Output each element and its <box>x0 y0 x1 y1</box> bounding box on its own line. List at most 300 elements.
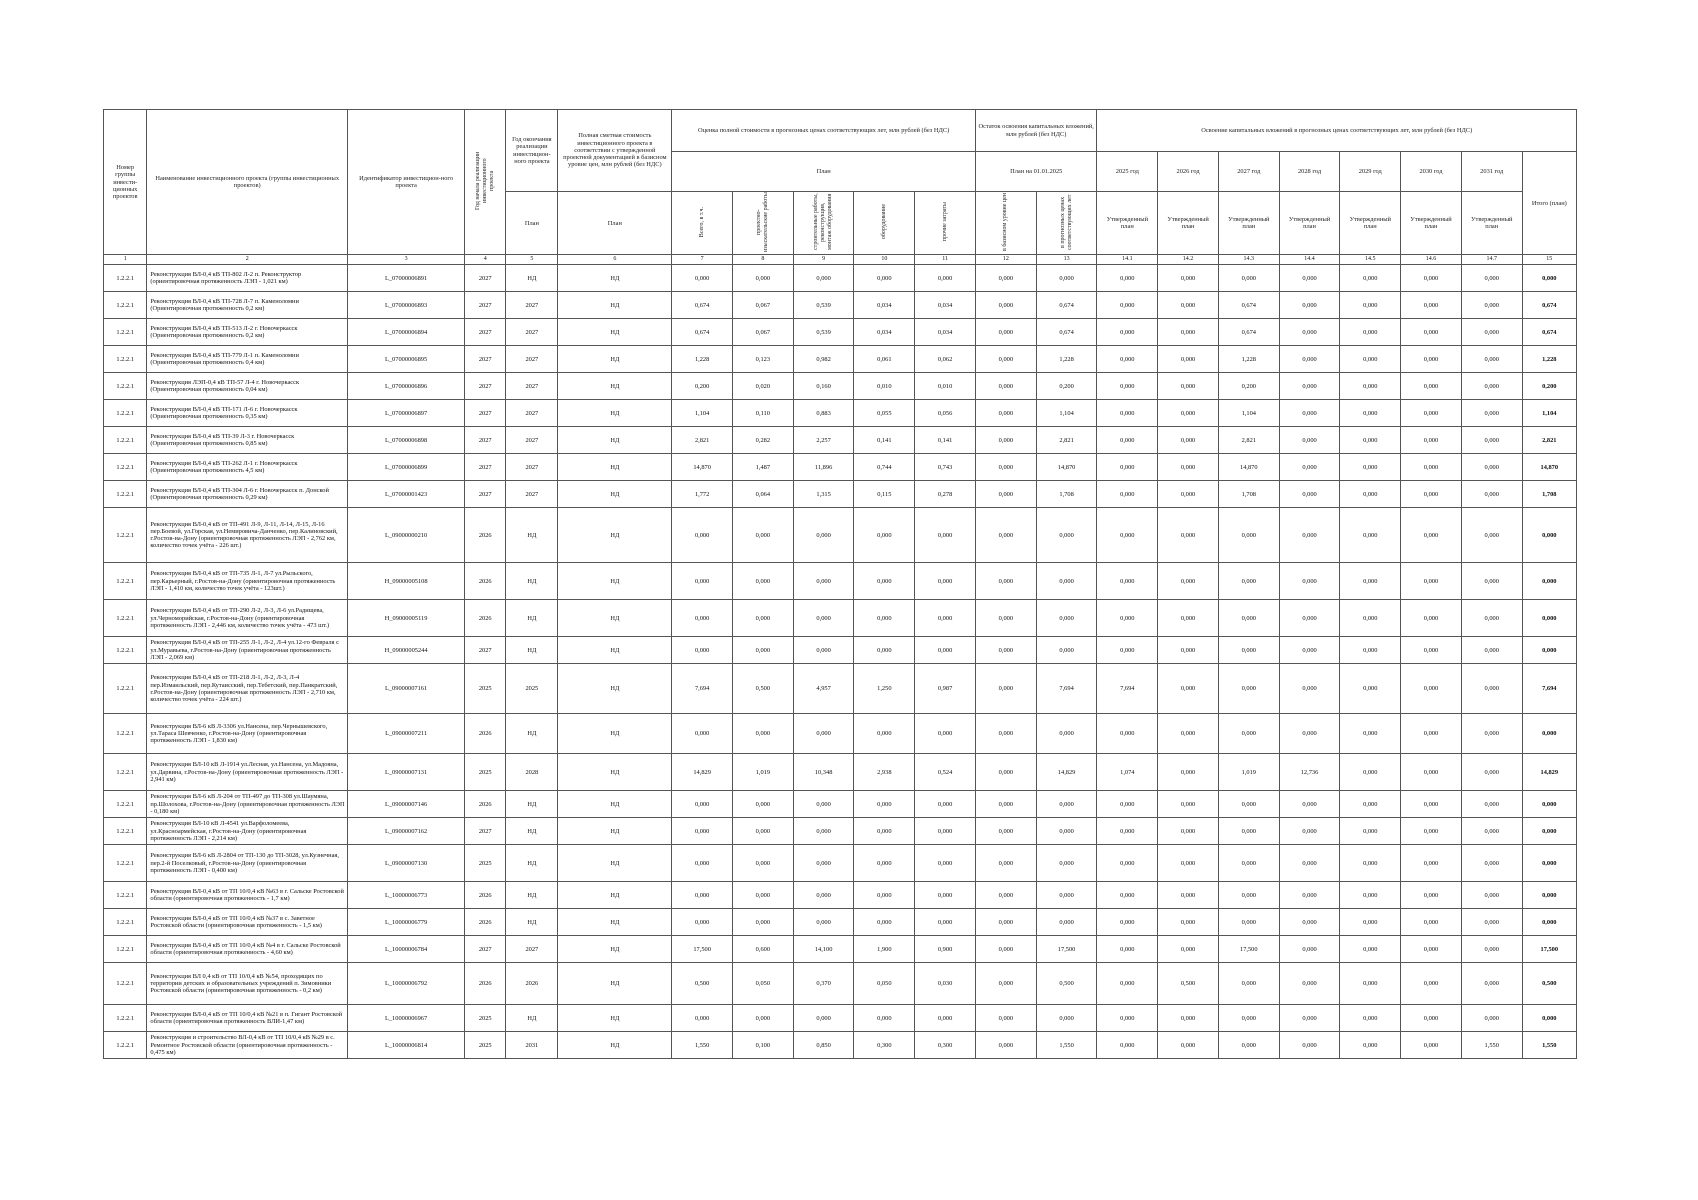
table-cell: 0,064 <box>733 481 794 508</box>
table-cell: 2028 <box>506 754 558 791</box>
table-cell: 0,000 <box>1279 818 1340 845</box>
table-cell: 2027 <box>465 319 506 346</box>
table-cell: 0,000 <box>915 1005 976 1032</box>
project-id-cell: L_07000006896 <box>348 373 465 400</box>
table-cell: 0,674 <box>1218 292 1279 319</box>
header-approved-2030: Утвержденный план <box>1401 192 1462 255</box>
table-cell: 0,600 <box>733 936 794 963</box>
table-cell: 0,500 <box>1158 963 1219 1005</box>
table-cell: 0,000 <box>1461 845 1522 882</box>
table-cell: 2025 <box>465 845 506 882</box>
table-cell: 0,000 <box>1279 481 1340 508</box>
project-name-cell: Реконструкция ВЛ-0,4 кВ от ТП 10/0,4 кВ №37 в с. Заветное Ростовской области (ориентировочная протяженность - 1,5 км) <box>147 909 348 936</box>
total-plan-cell: 0,000 <box>1522 845 1576 882</box>
table-cell: 0,000 <box>1036 791 1097 818</box>
table-cell: 0,000 <box>1401 845 1462 882</box>
table-cell: 0,000 <box>1401 346 1462 373</box>
table-cell: 11,896 <box>793 454 854 481</box>
project-name-cell: Реконструкция ВЛ-0,4 кВ от ТП 10/0,4 кВ №21 в п. Гигант Ростовской области (ориентировочная протяженность ВЛИ-1,47 км) <box>147 1005 348 1032</box>
group-number-cell: 1.2.2.1 <box>104 563 147 600</box>
table-cell: 0,000 <box>1097 818 1158 845</box>
table-cell: 0,000 <box>1461 265 1522 292</box>
table-cell: 0,000 <box>975 481 1036 508</box>
table-row <box>104 963 1577 1005</box>
table-cell: 0,000 <box>793 791 854 818</box>
table-cell: НД <box>558 454 672 481</box>
table-cell: 1,228 <box>1036 346 1097 373</box>
table-cell: 0,000 <box>1340 600 1401 637</box>
table-row <box>104 454 1577 481</box>
table-cell: 0,000 <box>1461 454 1522 481</box>
table-cell: 0,000 <box>1158 1032 1219 1059</box>
table-cell: 0,000 <box>672 600 733 637</box>
project-id-cell: L_09000007130 <box>348 845 465 882</box>
total-plan-cell: 0,000 <box>1522 882 1576 909</box>
table-cell: 0,000 <box>672 1005 733 1032</box>
table-cell: 2,938 <box>854 754 915 791</box>
table-cell: 1,900 <box>854 936 915 963</box>
group-number-cell: 1.2.2.1 <box>104 664 147 714</box>
table-cell: 14,829 <box>672 754 733 791</box>
table-cell: 0,000 <box>1279 454 1340 481</box>
header-year-2030: 2030 год <box>1401 152 1462 192</box>
table-cell: 0,000 <box>1401 481 1462 508</box>
table-cell: 0,000 <box>975 714 1036 754</box>
table-cell: 1,019 <box>1218 754 1279 791</box>
table-cell: 0,000 <box>1218 714 1279 754</box>
table-cell: 0,000 <box>1461 292 1522 319</box>
table-cell: 2026 <box>465 508 506 563</box>
column-number: 14.1 <box>1097 255 1158 265</box>
table-cell: 0,000 <box>1279 909 1340 936</box>
table-cell: НД <box>506 909 558 936</box>
project-id-cell: L_07000006899 <box>348 454 465 481</box>
table-cell: 0,034 <box>915 319 976 346</box>
table-cell: 0,141 <box>915 427 976 454</box>
table-cell: 0,067 <box>733 292 794 319</box>
table-cell: 0,000 <box>733 600 794 637</box>
table-cell: 0,000 <box>915 265 976 292</box>
header-year-2027: 2027 год <box>1218 152 1279 192</box>
header-total-plan: Итого (план) <box>1522 152 1576 255</box>
table-cell: 0,000 <box>1158 292 1219 319</box>
group-number-cell: 1.2.2.1 <box>104 454 147 481</box>
table-cell: 0,000 <box>975 373 1036 400</box>
table-cell: 2027 <box>465 454 506 481</box>
table-row <box>104 754 1577 791</box>
table-cell: 0,200 <box>1036 373 1097 400</box>
table-cell: 0,000 <box>1461 936 1522 963</box>
table-cell: 0,900 <box>915 936 976 963</box>
table-cell: 0,123 <box>733 346 794 373</box>
table-cell: 0,000 <box>1097 481 1158 508</box>
table-cell: 2025 <box>465 1032 506 1059</box>
table-cell: 0,000 <box>1036 563 1097 600</box>
table-cell: 2025 <box>465 664 506 714</box>
table-cell: 1,487 <box>733 454 794 481</box>
table-cell: 10,348 <box>793 754 854 791</box>
table-row <box>104 292 1577 319</box>
project-id-cell: L_09000007211 <box>348 714 465 754</box>
project-name-cell: Реконструкция ВЛ-0,4 кВ ТП-728 Л-7 п. Каменоломни (Ориентировочная протяженность 0,2 км) <box>147 292 348 319</box>
table-cell: 0,000 <box>1097 1032 1158 1059</box>
table-cell: 0,000 <box>1097 791 1158 818</box>
table-cell: 2026 <box>465 600 506 637</box>
table-cell: 2027 <box>506 454 558 481</box>
table-cell: 0,000 <box>1218 563 1279 600</box>
table-cell: НД <box>558 319 672 346</box>
table-cell: 2,257 <box>793 427 854 454</box>
table-cell: 0,000 <box>1461 818 1522 845</box>
table-cell: 0,000 <box>975 754 1036 791</box>
table-cell: 2027 <box>506 319 558 346</box>
table-row <box>104 481 1577 508</box>
total-plan-cell: 17,500 <box>1522 936 1576 963</box>
table-cell: 0,000 <box>1401 909 1462 936</box>
column-number: 2 <box>147 255 348 265</box>
table-cell: 0,000 <box>793 637 854 664</box>
table-cell: 0,674 <box>672 319 733 346</box>
header-year-2026: 2026 год <box>1158 152 1219 192</box>
table-cell: 0,000 <box>1401 400 1462 427</box>
table-cell: 0,000 <box>975 346 1036 373</box>
table-cell: 14,829 <box>1036 754 1097 791</box>
table-cell: 0,000 <box>1340 714 1401 754</box>
table-cell: 17,500 <box>672 936 733 963</box>
column-number: 14.4 <box>1279 255 1340 265</box>
table-cell: НД <box>558 427 672 454</box>
table-cell: НД <box>558 373 672 400</box>
table-cell: 0,000 <box>1279 714 1340 754</box>
project-name-cell: Реконструкция ВЛ-6 кВ Л-204 от ТП-497 до ТП-308 ул.Шаумяна, пр.Шолохова, г.Ростов-на-Дону (ориентировочная протяженность ЛЭП - 0,180 км) <box>147 791 348 818</box>
project-name-cell: Реконструкция ВЛ-0,4 кВ ТП-304 Л-6 г. Новочеркасск п. Донской (Ориентировочная протяженность 0,29 км) <box>147 481 348 508</box>
table-cell: 0,000 <box>1097 454 1158 481</box>
table-cell: 0,000 <box>1401 714 1462 754</box>
header-equipment: оборудование <box>854 192 915 255</box>
table-cell: 2027 <box>506 373 558 400</box>
table-cell: 0,000 <box>1218 265 1279 292</box>
table-cell: 0,000 <box>975 1005 1036 1032</box>
table-cell: 14,870 <box>1036 454 1097 481</box>
table-cell: 0,000 <box>975 563 1036 600</box>
table-cell: 0,000 <box>915 882 976 909</box>
table-cell: 2031 <box>506 1032 558 1059</box>
table-cell: 1,104 <box>1036 400 1097 427</box>
table-cell: 0,000 <box>1461 481 1522 508</box>
project-id-cell: H_09000005108 <box>348 563 465 600</box>
table-cell: 0,000 <box>1097 346 1158 373</box>
table-cell: 0,062 <box>915 346 976 373</box>
table-row <box>104 791 1577 818</box>
table-cell: 0,000 <box>854 1005 915 1032</box>
table-row <box>104 563 1577 600</box>
project-id-cell: L_07000006895 <box>348 346 465 373</box>
total-plan-cell: 2,821 <box>1522 427 1576 454</box>
group-number-cell: 1.2.2.1 <box>104 508 147 563</box>
table-cell: 0,000 <box>1158 600 1219 637</box>
group-number-cell: 1.2.2.1 <box>104 909 147 936</box>
table-cell: 0,000 <box>1461 963 1522 1005</box>
header-year-2028: 2028 год <box>1279 152 1340 192</box>
project-id-cell: L_09000007131 <box>348 754 465 791</box>
table-cell: 0,000 <box>1158 454 1219 481</box>
project-name-cell: Реконструкция ВЛ-0,4 кВ ТП-39 Л-3 г. Новочеркасск (Ориентировочная протяженность 0,85 км) <box>147 427 348 454</box>
table-cell: 0,744 <box>854 454 915 481</box>
table-cell: НД <box>558 1005 672 1032</box>
table-cell: 12,736 <box>1279 754 1340 791</box>
table-cell: 0,000 <box>1158 637 1219 664</box>
table-cell: 0,100 <box>733 1032 794 1059</box>
table-cell: 0,000 <box>975 319 1036 346</box>
table-cell: 0,000 <box>793 1005 854 1032</box>
table-cell: 0,000 <box>975 508 1036 563</box>
table-cell: 0,000 <box>1461 754 1522 791</box>
table-cell: 0,056 <box>915 400 976 427</box>
table-cell: 0,000 <box>1097 373 1158 400</box>
table-cell: 0,000 <box>1279 373 1340 400</box>
table-cell: 1,250 <box>854 664 915 714</box>
table-cell: 0,000 <box>733 637 794 664</box>
table-cell: 2025 <box>506 664 558 714</box>
table-cell: 0,000 <box>915 818 976 845</box>
table-cell: 0,000 <box>1218 508 1279 563</box>
table-cell: 1,708 <box>1036 481 1097 508</box>
header-project-name: Наименование инвестиционного проекта (группы инвестиционных проектов) <box>147 110 348 255</box>
table-cell: 0,000 <box>733 791 794 818</box>
table-cell: 0,500 <box>672 963 733 1005</box>
table-cell: 0,000 <box>672 791 733 818</box>
table-cell: 0,000 <box>1340 319 1401 346</box>
total-plan-cell: 0,000 <box>1522 637 1576 664</box>
group-number-cell: 1.2.2.1 <box>104 427 147 454</box>
table-cell: 0,000 <box>1340 427 1401 454</box>
total-plan-cell: 7,694 <box>1522 664 1576 714</box>
table-cell: 0,674 <box>1218 319 1279 346</box>
table-cell: 0,050 <box>733 963 794 1005</box>
total-plan-cell: 1,104 <box>1522 400 1576 427</box>
project-id-cell: L_07000006898 <box>348 427 465 454</box>
group-number-cell: 1.2.2.1 <box>104 319 147 346</box>
total-plan-cell: 14,829 <box>1522 754 1576 791</box>
table-cell: 0,000 <box>1097 909 1158 936</box>
table-cell: 0,000 <box>1097 845 1158 882</box>
header-full-cost-group: Оценка полной стоимости в прогнозных ценах соответствующих лет, млн рублей (без НДС) <box>672 110 976 152</box>
table-cell: 0,000 <box>1340 292 1401 319</box>
table-cell: 0,030 <box>915 963 976 1005</box>
project-id-cell: H_09000005119 <box>348 600 465 637</box>
header-base-prices: в базисном уровне цен <box>975 192 1036 255</box>
table-cell: 0,000 <box>854 791 915 818</box>
table-cell: 0,000 <box>1401 319 1462 346</box>
column-number: 4 <box>465 255 506 265</box>
column-number: 10 <box>854 255 915 265</box>
total-plan-cell: 0,000 <box>1522 714 1576 754</box>
group-number-cell: 1.2.2.1 <box>104 346 147 373</box>
table-cell: 0,000 <box>793 845 854 882</box>
table-cell: 0,200 <box>672 373 733 400</box>
group-number-cell: 1.2.2.1 <box>104 882 147 909</box>
table-cell: 0,000 <box>1340 791 1401 818</box>
table-cell: 0,000 <box>733 1005 794 1032</box>
group-number-cell: 1.2.2.1 <box>104 1032 147 1059</box>
table-cell: 0,034 <box>854 319 915 346</box>
total-plan-cell: 0,200 <box>1522 373 1576 400</box>
table-row <box>104 346 1577 373</box>
table-cell: 0,000 <box>975 664 1036 714</box>
table-cell: 0,000 <box>1097 936 1158 963</box>
table-cell: 0,000 <box>1340 373 1401 400</box>
project-id-cell: L_09000007161 <box>348 664 465 714</box>
table-cell: 0,000 <box>1279 1032 1340 1059</box>
table-cell: 0,000 <box>1340 963 1401 1005</box>
table-cell: 17,500 <box>1036 936 1097 963</box>
table-cell: 0,000 <box>854 909 915 936</box>
table-cell: 0,000 <box>1279 600 1340 637</box>
table-cell: 0,539 <box>793 319 854 346</box>
header-group-number: Номер группы инвести-ционных проектов <box>104 110 147 255</box>
table-body <box>104 265 1577 1059</box>
table-cell: 0,000 <box>854 882 915 909</box>
table-cell: 0,000 <box>1461 600 1522 637</box>
table-cell: 1,550 <box>1461 1032 1522 1059</box>
table-cell: 2027 <box>465 373 506 400</box>
group-number-cell: 1.2.2.1 <box>104 714 147 754</box>
table-cell: 0,000 <box>1401 818 1462 845</box>
project-name-cell: Реконструкция ВЛ-0,4 кВ от ТП-290 Л-2, Л-3, Л-6 ул.Радищева, ул.Черноморийская, г.Ростов-на-Дону (ориентировочная протяженность ЛЭП - 2,446 км, количество точек учёта - 473 шт.) <box>147 600 348 637</box>
header-estimate-cost: Полная сметная стоимость инвестиционного проекта в соответствии с утвержденной проектной документацией в базисном уровне цен, млн рублей (без НДС) <box>558 110 672 192</box>
column-number: 9 <box>793 255 854 265</box>
table-row <box>104 319 1577 346</box>
table-cell: 0,000 <box>733 714 794 754</box>
header-end-year-plan: План <box>506 192 558 255</box>
column-number: 8 <box>733 255 794 265</box>
table-cell: 0,674 <box>1036 292 1097 319</box>
table-cell: 1,019 <box>733 754 794 791</box>
table-cell: 0,000 <box>1279 427 1340 454</box>
table-cell: 1,074 <box>1097 754 1158 791</box>
total-plan-cell: 0,000 <box>1522 600 1576 637</box>
column-number: 3 <box>348 255 465 265</box>
table-cell: 0,000 <box>975 818 1036 845</box>
table-cell: 0,000 <box>1218 1005 1279 1032</box>
table-cell: 0,000 <box>975 600 1036 637</box>
project-id-cell: L_10000006779 <box>348 909 465 936</box>
total-plan-cell: 1,550 <box>1522 1032 1576 1059</box>
header-start-year: Год начала реализации инвестиционного проекта <box>465 110 506 255</box>
table-cell: 0,674 <box>672 292 733 319</box>
table-cell: 0,000 <box>1097 637 1158 664</box>
table-cell: 14,100 <box>793 936 854 963</box>
table-cell: 17,500 <box>1218 936 1279 963</box>
header-year-2031: 2031 год <box>1461 152 1522 192</box>
table-cell: 2027 <box>465 292 506 319</box>
project-name-cell: Реконструкция ВЛ-0,4 кВ ТП-171 Л-6 г. Новочеркасск (Ориентировочная протяженность 0,35 км) <box>147 400 348 427</box>
group-number-cell: 1.2.2.1 <box>104 818 147 845</box>
table-cell: 1,550 <box>1036 1032 1097 1059</box>
table-cell: 0,000 <box>1401 1032 1462 1059</box>
table-cell: 2027 <box>465 265 506 292</box>
header-forecast-prices: в прогнозных ценах соответствующих лет <box>1036 192 1097 255</box>
table-cell: 0,000 <box>1158 481 1219 508</box>
table-cell: 0,000 <box>1401 265 1462 292</box>
table-cell: 0,500 <box>733 664 794 714</box>
column-number: 14.2 <box>1158 255 1219 265</box>
table-cell: 2026 <box>465 882 506 909</box>
project-name-cell: Реконструкция ВЛ-0,4 кВ от ТП 10/0,4 кВ №63 в г. Сальске Ростовской области (ориентировочная протяженность - 1,7 км) <box>147 882 348 909</box>
table-cell: 1,104 <box>672 400 733 427</box>
table-cell: 0,000 <box>1158 346 1219 373</box>
table-cell: 2,821 <box>1036 427 1097 454</box>
table-cell: 0,000 <box>1340 400 1401 427</box>
table-cell: 0,000 <box>1279 1005 1340 1032</box>
table-cell: 2026 <box>465 791 506 818</box>
group-number-cell: 1.2.2.1 <box>104 265 147 292</box>
table-cell: 2,821 <box>672 427 733 454</box>
table-cell: 2027 <box>506 936 558 963</box>
table-cell: 0,000 <box>1461 427 1522 454</box>
project-name-cell: Реконструкция ВЛ-0,4 кВ от ТП-735 Л-1, Л-7 ул.Рыльского, пер.Карьерный, г.Ростов-на-Дону (ориентировочная протяженность ЛЭП - 1,410 км, количество точек учёта - 123шт.) <box>147 563 348 600</box>
total-plan-cell: 0,674 <box>1522 319 1576 346</box>
table-row <box>104 508 1577 563</box>
total-plan-cell: 1,708 <box>1522 481 1576 508</box>
table-row <box>104 600 1577 637</box>
table-cell: 0,000 <box>1097 400 1158 427</box>
group-number-cell: 1.2.2.1 <box>104 400 147 427</box>
table-cell: 0,000 <box>1461 909 1522 936</box>
table-cell: НД <box>558 508 672 563</box>
table-cell: 1,228 <box>1218 346 1279 373</box>
table-cell: 0,000 <box>1218 637 1279 664</box>
table-cell: 2026 <box>465 963 506 1005</box>
table-cell: 0,000 <box>1158 714 1219 754</box>
table-cell: 0,987 <box>915 664 976 714</box>
table-cell: 0,000 <box>1279 791 1340 818</box>
table-cell: 2027 <box>465 637 506 664</box>
table-cell: 0,539 <box>793 292 854 319</box>
table-cell: 0,000 <box>1401 454 1462 481</box>
table-cell: 0,000 <box>1340 664 1401 714</box>
table-cell: 0,000 <box>1158 265 1219 292</box>
table-cell: 0,000 <box>1158 936 1219 963</box>
header-approved-2028: Утвержденный план <box>1279 192 1340 255</box>
table-cell: 0,000 <box>1036 265 1097 292</box>
table-cell: 0,000 <box>793 265 854 292</box>
table-cell: 2027 <box>506 400 558 427</box>
table-cell: 0,000 <box>1097 714 1158 754</box>
table-cell: НД <box>506 714 558 754</box>
table-cell: 0,000 <box>1097 319 1158 346</box>
table-cell: 0,282 <box>733 427 794 454</box>
total-plan-cell: 0,000 <box>1522 1005 1576 1032</box>
table-cell: 0,000 <box>1340 508 1401 563</box>
table-cell: 0,000 <box>1158 845 1219 882</box>
table-cell: 2026 <box>465 563 506 600</box>
table-cell: 0,000 <box>915 637 976 664</box>
project-id-cell: L_09000007146 <box>348 791 465 818</box>
table-cell: 0,743 <box>915 454 976 481</box>
table-cell: 0,000 <box>854 265 915 292</box>
table-cell: 0,000 <box>854 563 915 600</box>
table-cell: НД <box>506 508 558 563</box>
header-full-cost-plan: План <box>672 152 976 192</box>
project-id-cell: L_10000006784 <box>348 936 465 963</box>
table-cell: 0,000 <box>915 508 976 563</box>
table-cell: НД <box>558 1032 672 1059</box>
table-cell: 0,000 <box>1097 508 1158 563</box>
table-cell: 0,000 <box>1158 882 1219 909</box>
table-row <box>104 373 1577 400</box>
table-cell: 0,000 <box>975 637 1036 664</box>
